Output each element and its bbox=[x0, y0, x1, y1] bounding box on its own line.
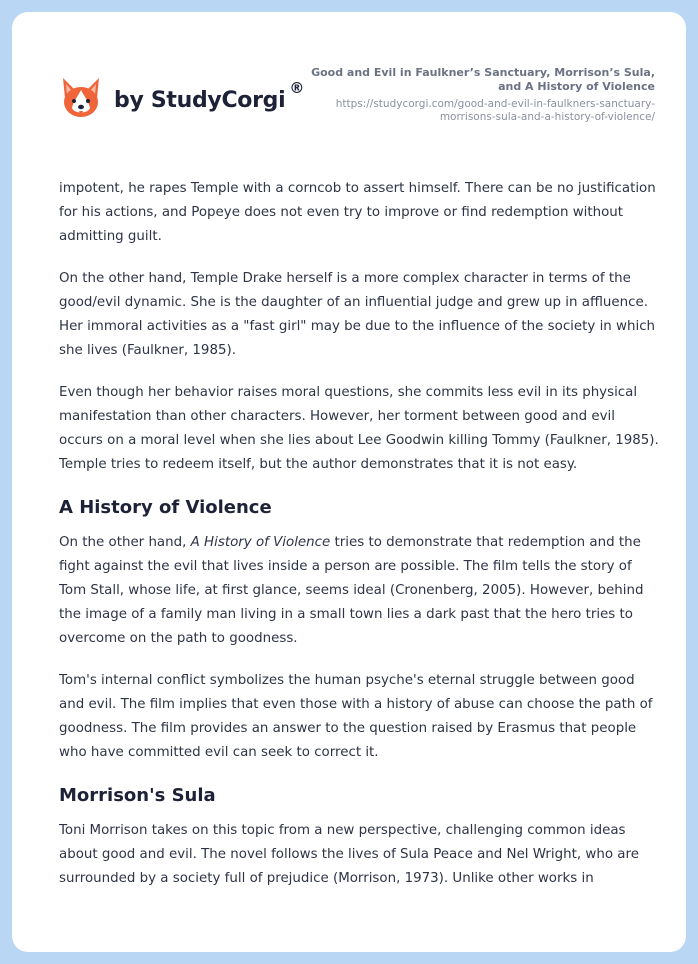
document-meta bbox=[285, 66, 655, 124]
paragraph: On the other hand, Temple Drake herself is a more complex character in terms of the good/evil dynamic. She is the daughter of an influential judge and grew up in affluence. Her immoral activities as a "fast girl" may be due to the influence of the society in which she lives (Faulkner, 1985). bbox=[59, 271, 656, 358]
registered-mark: ® bbox=[289, 79, 305, 97]
document-content bbox=[59, 177, 659, 909]
paragraph: impotent, he rapes Temple with a corncob to assert himself. There can be no justification for his actions, and Popeye does not even try to improve or find redemption without admitting guilt. bbox=[59, 181, 656, 244]
document-page bbox=[12, 12, 686, 952]
document-title: Good and Evil in Faulkner’s Sanctuary, Morrison’s Sula, and A History of Violence bbox=[311, 66, 655, 93]
film-title: A History of Violence bbox=[190, 535, 331, 550]
paragraph-text: On the other hand, bbox=[59, 535, 191, 550]
paragraph: Toni Morrison takes on this topic from a new perspective, challenging common ideas about good and evil. The novel follows the lives of Sula Peace and Nel Wright, who are surrounded by a society full of prejudice (Morrison, 1973). Unlike other works in bbox=[59, 823, 639, 886]
brand-name: by StudyCorgi bbox=[114, 87, 286, 113]
studycorgi-logo[interactable] bbox=[60, 76, 304, 120]
paragraph bbox=[59, 531, 659, 651]
section-heading: A History of Violence bbox=[59, 497, 272, 518]
page-header bbox=[12, 12, 686, 162]
paragraph: Even though her behavior raises moral questions, she commits less evil in its physical manifestation than other characters. However, her torment between good and evil occurs on a moral level when she lies about Lee Goodwin killing Tommy (Faulkner, 1985). Temple tries to redeem itself, but the author demonstrates that it is not easy. bbox=[59, 385, 659, 472]
document-url[interactable]: https://studycorgi.com/good-and-evil-in-faulkners-sanctuary-morrisons-sula-and-a-history-of-violence/ bbox=[335, 98, 655, 123]
corgi-icon bbox=[60, 76, 102, 120]
paragraph: Tom's internal conflict symbolizes the human psyche's eternal struggle between good and evil. The film implies that even those with a history of abuse can choose the path of goodness. The film provides an answer to the question raised by Erasmus that people who have committed evil can seek to correct it. bbox=[59, 673, 653, 760]
section-heading: Morrison's Sula bbox=[59, 785, 216, 806]
paragraph-text: tries to demonstrate that redemption and the fight against the evil that lives inside a person are possible. The film tells the story of Tom Stall, whose life, at first glance, seems ideal (Cronenberg, 2005). However, behind the image of a family man living in a small town lies a dark past that the hero tries to overcome on the path to goodness. bbox=[59, 535, 644, 646]
